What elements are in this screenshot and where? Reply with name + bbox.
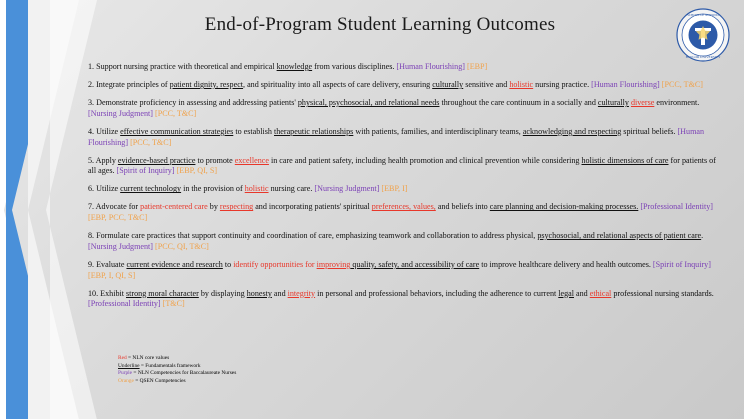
outcome-item <box>88 62 722 73</box>
outcome-number: 2. <box>88 80 95 90</box>
outcome-text-segment: Utilize <box>96 126 121 136</box>
outcome-text-segment: [Professional Identity] <box>640 202 713 212</box>
outcome-text-segment: [Nursing Judgment] <box>314 184 380 194</box>
outcome-text-segment: holistic dimensions of care <box>581 155 669 165</box>
outcome-text-segment: [Human Flourishing] <box>88 126 705 147</box>
outcome-text-segment: Evaluate <box>96 259 127 269</box>
outcome-text-segment: [Spirit of Inquiry] <box>116 166 175 176</box>
outcome-text-segment: [EBP, I, QI, S] <box>88 270 136 280</box>
outcome-text-segment: with patients, families, and interdisciplinary teams, <box>353 126 523 136</box>
svg-text:SCHOOL OF NURSING: SCHOOL OF NURSING <box>687 13 719 17</box>
outcome-text-segment: culturally <box>597 98 629 108</box>
outcome-text-segment: in the provision of <box>181 184 245 194</box>
outcome-text-segment: identify opportunities for <box>233 259 315 269</box>
outcome-text-segment: patient-centered care <box>140 202 208 212</box>
outcome-text-segment: [Spirit of Inquiry] <box>652 259 711 269</box>
outcome-text-segment: holistic <box>244 184 269 194</box>
outcome-text-segment: spiritual beliefs. <box>621 126 678 136</box>
outcome-text-segment: effective communication strategies <box>120 126 234 136</box>
outcome-text-segment: physical, psychosocial, and relational needs <box>297 98 440 108</box>
outcome-text-segment: Integrate principles of <box>96 80 170 90</box>
outcome-number: 1. <box>88 62 95 71</box>
outcome-text-segment: improving <box>316 259 351 269</box>
outcome-number: 8. <box>88 231 95 241</box>
outcome-text-segment: Apply <box>95 155 118 165</box>
legend-key: Purple <box>118 370 133 377</box>
outcome-text-segment: ethical <box>589 288 612 298</box>
outcome-text-segment: to establish <box>233 126 274 136</box>
outcome-text-segment: [Human Flourishing] <box>591 80 660 90</box>
outcome-text-segment: psychosocial, and relational aspects of patient care <box>537 231 702 241</box>
legend-key: Underline <box>118 362 140 369</box>
outcome-item <box>88 156 722 177</box>
outcome-text-segment: by displaying <box>198 288 247 298</box>
outcome-text-segment: culturally <box>432 80 464 90</box>
outcome-text-segment: in personal and professional behaviors, including the adherence to current <box>315 288 559 298</box>
outcome-text-segment: [EBP] <box>467 62 488 71</box>
outcome-text-segment: throughout the care continuum in a socially and <box>439 98 598 108</box>
legend-item <box>118 378 236 386</box>
outcome-text-segment: [Nursing Judgment] <box>88 108 153 118</box>
outcome-text-segment: therapeutic relationships <box>274 126 354 136</box>
outcome-number: 9. <box>88 259 95 269</box>
outcome-text-segment: Utilize <box>96 184 121 194</box>
outcome-item <box>88 202 722 223</box>
outcome-number: 10. <box>88 288 99 298</box>
outcome-text-segment: , and spirituality into all aspects of care delivery, ensuring <box>243 80 433 90</box>
outcome-text-segment: by <box>207 202 220 212</box>
legend-item <box>118 355 236 363</box>
outcome-text-segment: acknowledging and respecting <box>522 126 622 136</box>
outcome-text-segment: integrity <box>287 288 316 298</box>
outcome-number: 3. <box>88 98 95 108</box>
outcome-item <box>88 80 722 91</box>
outcome-text-segment: diverse <box>630 98 655 108</box>
outcome-text-segment: knowledge <box>276 62 313 71</box>
outcome-text-segment: patient dignity, respect <box>169 80 244 90</box>
outcome-text-segment: [T&C] <box>162 299 185 309</box>
outcome-text-segment: Exhibit <box>100 288 127 298</box>
outcome-number: 6. <box>88 184 95 194</box>
outcomes-list <box>88 62 722 352</box>
svg-text:BAYLOR UNIVERSITY: BAYLOR UNIVERSITY <box>685 55 721 59</box>
outcome-text-segment: to improve healthcare delivery and health outcomes. <box>479 259 653 269</box>
outcome-text-segment: Formulate care practices that support continuity and coordination of care, emphasizing teamwork and collaboration to address physical, <box>96 231 538 241</box>
outcome-text-segment: Advocate for <box>95 202 141 212</box>
outcome-text-segment: to <box>222 259 234 269</box>
outcome-text-segment: in care and patient safety, including health promotion and clinical prevention while considering <box>268 155 582 165</box>
outcome-text-segment: [PCC, T&C] <box>130 137 172 147</box>
outcome-text-segment: professional nursing standards. <box>611 288 714 298</box>
outcome-number: 4. <box>88 126 95 136</box>
outcome-text-segment: care planning and decision-making processes. <box>489 202 639 212</box>
outcome-text-segment: to promote <box>195 155 235 165</box>
outcome-text-segment: preferences, values, <box>371 202 436 212</box>
outcome-item <box>88 184 722 195</box>
outcome-item <box>88 260 722 281</box>
outcome-item <box>88 289 722 310</box>
outcome-text-segment: [PCC, T&C] <box>661 80 703 90</box>
outcome-text-segment: and <box>271 288 288 298</box>
outcome-text-segment: current evidence and research <box>126 259 223 269</box>
outcome-text-segment: nursing care. <box>268 184 315 194</box>
outcome-text-segment: . <box>701 231 704 241</box>
outcome-item <box>88 98 722 119</box>
legend-item <box>118 370 236 378</box>
outcome-text-segment: and <box>574 288 590 298</box>
outcome-text-segment: environment. <box>654 98 700 108</box>
outcome-text-segment: [Human Flourishing] <box>396 62 465 71</box>
outcome-number: 5. <box>88 155 95 165</box>
legend-label: = NLN Competencies for Baccalaureate Nurses <box>132 370 237 377</box>
outcome-text-segment: strong moral character <box>126 288 199 298</box>
outcome-text-segment: honesty <box>246 288 272 298</box>
outcome-text-segment: [PCC, QI, T&C] <box>155 241 209 251</box>
outcome-text-segment: holistic <box>509 80 534 90</box>
outcome-text-segment: for patients of all ages. <box>88 155 716 176</box>
outcome-text-segment: [EBP, I] <box>381 184 408 194</box>
legend-label: = QSEN Competencies <box>133 378 186 385</box>
outcome-text-segment: [Nursing Judgment] <box>88 241 153 251</box>
outcome-text-segment: Support nursing practice with theoretical and empirical <box>96 62 277 71</box>
legend-key: Orange <box>118 378 134 385</box>
outcome-number: 7. <box>88 202 95 212</box>
outcome-text-segment: quality, safety, and accessibility of care <box>350 259 480 269</box>
outcome-text-segment: respecting <box>219 202 254 212</box>
color-legend <box>118 355 236 386</box>
outcome-item <box>88 127 722 148</box>
legend-key: Red <box>118 355 127 361</box>
page-title: End-of-Program Student Learning Outcomes <box>204 14 556 35</box>
outcome-text-segment: evidence-based practice <box>117 155 196 165</box>
outcome-text-segment: [EBP, PCC, T&C] <box>88 213 148 223</box>
outcome-text-segment: and beliefs into <box>435 202 490 212</box>
outcome-text-segment: [EBP, QI, S] <box>176 166 218 176</box>
outcome-item <box>88 231 722 252</box>
outcome-text-segment: nursing practice. <box>533 80 592 90</box>
outcome-text-segment: sensitive and <box>463 80 510 90</box>
outcome-text-segment: [PCC, T&C] <box>155 108 197 118</box>
legend-label: = NLN core values <box>126 355 170 361</box>
outcome-text-segment: excellence <box>234 155 269 165</box>
outcome-text-segment: [Professional Identity] <box>88 299 161 309</box>
outcome-text-segment: legal <box>558 288 574 298</box>
outcome-text-segment: from various disciplines. <box>312 62 397 71</box>
legend-label: = Fundamentals framework <box>139 362 201 369</box>
outcome-text-segment: and incorporating patients' spiritual <box>253 202 372 212</box>
outcome-text-segment: current technology <box>120 184 182 194</box>
outcome-text-segment: Demonstrate proficiency in assessing and addressing patients' <box>96 98 298 108</box>
baylor-school-of-nursing-seal-icon <box>676 8 730 62</box>
